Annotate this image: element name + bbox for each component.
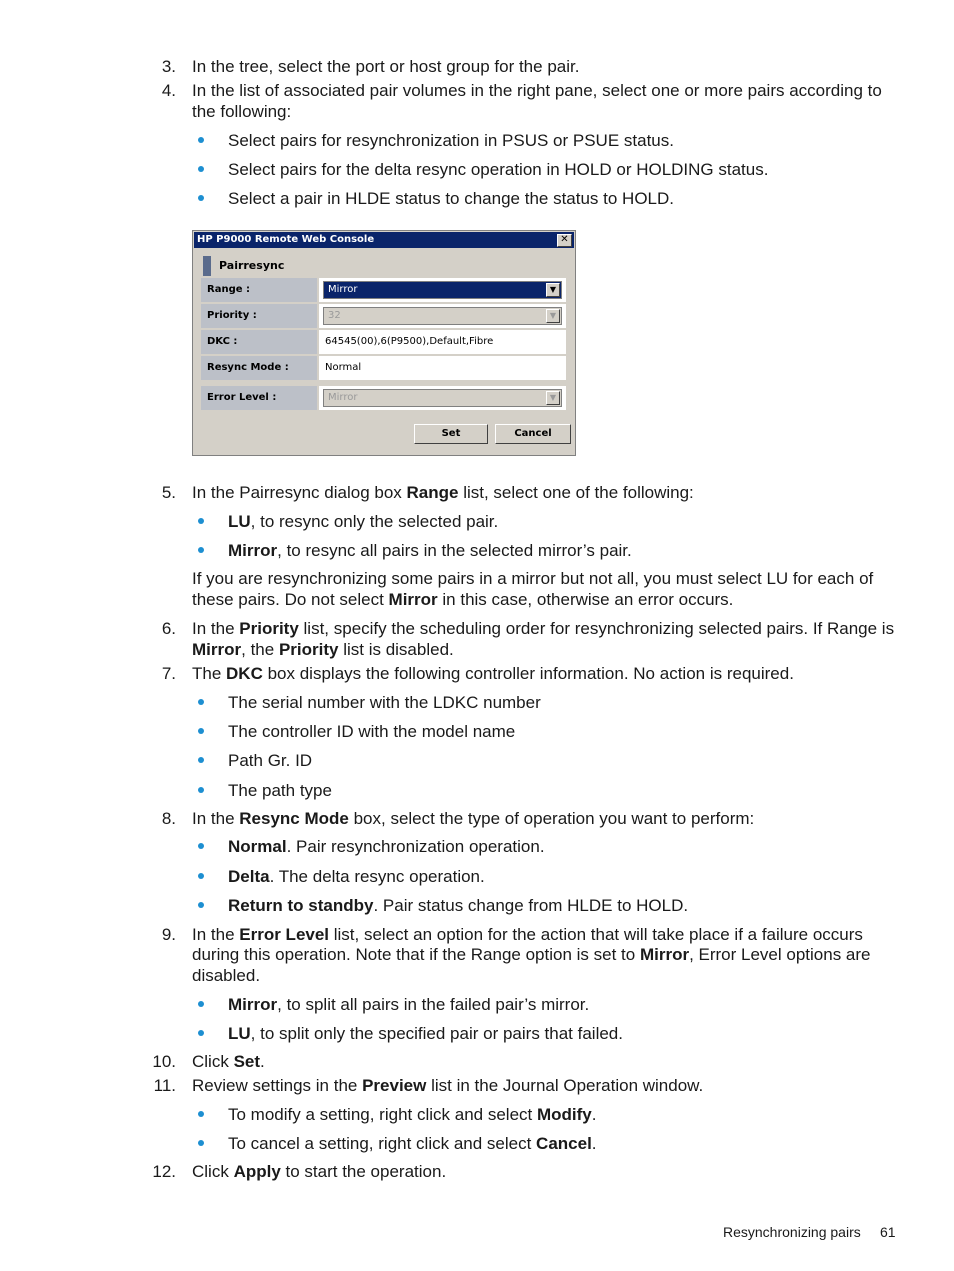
step-5-note-line2: these pairs. Do not select Mirror in this case, otherwise an error occurs. (192, 590, 734, 609)
step-9-line2: during this operation. Note that if the Range option is set to Mirror, Error Level options are (192, 945, 871, 964)
step-6-line2: Mirror, the Priority list is disabled. (192, 640, 454, 659)
bullet-dot (198, 547, 204, 553)
step-5-bullet-1: LU, to resync only the selected pair. (228, 512, 499, 531)
cancel-button[interactable]: Cancel (495, 424, 571, 444)
step-5-note-line1: If you are resynchronizing some pairs in a mirror but not all, you must select LU for each of (192, 569, 874, 588)
step-12-text: Click Apply to start the operation. (192, 1162, 447, 1181)
step-7-bullet-4: The path type (228, 781, 332, 800)
priority-select-value: 32 (328, 310, 341, 321)
range-select[interactable] (323, 281, 562, 299)
step-11-number: 11. (153, 1076, 176, 1095)
step-11-text: Review settings in the Preview list in the Journal Operation window. (192, 1076, 704, 1095)
step-9-bullet-2: LU, to split only the specified pair or pairs that failed. (228, 1024, 623, 1043)
bullet-dot (198, 1140, 204, 1146)
error-level-select[interactable] (323, 389, 562, 407)
step-10-text: Click Set. (192, 1052, 265, 1071)
dialog-titlebar (194, 232, 574, 248)
step-7-text: The DKC box displays the following controller information. No action is required. (192, 664, 794, 683)
bullet-dot (198, 843, 204, 849)
bullet-dot (198, 137, 204, 143)
dialog-section-title: Pairresync (219, 259, 285, 272)
bullet-dot (198, 195, 204, 201)
step-4-number: 4. (161, 81, 176, 100)
step-11-bullet-1: To modify a setting, right click and select Modify. (228, 1105, 597, 1124)
step-4-line2: the following: (192, 102, 292, 121)
dkc-label: DKC : (201, 330, 317, 354)
bullet-dot (198, 757, 204, 763)
section-marker (203, 256, 211, 276)
bullet-dot (198, 902, 204, 908)
resync-mode-label: Resync Mode : (201, 356, 317, 380)
bullet-dot (198, 728, 204, 734)
step-8-bullet-2: Delta. The delta resync operation. (228, 867, 485, 886)
step-11-bullet-2: To cancel a setting, right click and select Cancel. (228, 1134, 597, 1153)
step-9-bullet-1: Mirror, to split all pairs in the failed pair’s mirror. (228, 995, 590, 1014)
bullet-dot (198, 1001, 204, 1007)
step-7-number: 7. (161, 664, 176, 683)
bullet-dot (198, 1030, 204, 1036)
range-label: Range : (201, 278, 317, 302)
step-4-bullet-3: Select a pair in HLDE status to change the status to HOLD. (228, 189, 675, 208)
step-9-number: 9. (161, 925, 176, 944)
step-8-number: 8. (161, 809, 176, 828)
bullet-dot (198, 166, 204, 172)
resync-mode-value[interactable]: Normal (319, 356, 566, 380)
set-button[interactable]: Set (414, 424, 488, 444)
footer-section-title: Resynchronizing pairs (723, 1224, 861, 1240)
bullet-dot (198, 699, 204, 705)
bullet-dot (198, 1111, 204, 1117)
close-icon[interactable]: ✕ (557, 234, 572, 247)
step-8-bullet-1: Normal. Pair resynchronization operation. (228, 837, 545, 856)
error-level-label: Error Level : (201, 386, 317, 410)
step-9-line1: In the Error Level list, select an option for the action that will take place if a failure occurs (192, 925, 863, 944)
step-12-number: 12. (152, 1162, 176, 1181)
error-level-select-value: Mirror (328, 392, 358, 403)
step-9-line3: disabled. (192, 966, 261, 985)
step-3-text: In the tree, select the port or host group for the pair. (192, 57, 580, 76)
step-5-bullet-2: Mirror, to resync all pairs in the selected mirror’s pair. (228, 541, 632, 560)
step-10-number: 10. (152, 1052, 176, 1071)
step-7-bullet-3: Path Gr. ID (228, 751, 313, 770)
dkc-value: 64545(00),6(P9500),Default,Fibre (319, 330, 566, 354)
page-number: 61 (880, 1224, 896, 1240)
chevron-down-icon: ▼ (546, 391, 560, 405)
priority-label: Priority : (201, 304, 317, 328)
range-select-value: Mirror (328, 284, 358, 295)
step-5-text: In the Pairresync dialog box Range list, select one of the following: (192, 483, 694, 502)
step-5-number: 5. (161, 483, 176, 502)
bullet-dot (198, 873, 204, 879)
step-4-line1: In the list of associated pair volumes in the right pane, select one or more pairs according to (192, 81, 882, 100)
step-3-number: 3. (161, 57, 176, 76)
step-4-bullet-2: Select pairs for the delta resync operation in HOLD or HOLDING status. (228, 160, 769, 179)
priority-select[interactable] (323, 307, 562, 325)
bullet-dot (198, 787, 204, 793)
step-4-bullet-1: Select pairs for resynchronization in PSUS or PSUE status. (228, 131, 674, 150)
step-7-bullet-2: The controller ID with the model name (228, 722, 516, 741)
chevron-down-icon[interactable]: ▼ (546, 283, 560, 297)
step-6-line1: In the Priority list, specify the scheduling order for resynchronizing selected pairs. If Range is (192, 619, 895, 638)
pairresync-dialog (192, 230, 576, 456)
chevron-down-icon: ▼ (546, 309, 560, 323)
step-7-bullet-1: The serial number with the LDKC number (228, 693, 541, 712)
step-8-bullet-3: Return to standby. Pair status change from HLDE to HOLD. (228, 896, 689, 915)
step-8-text: In the Resync Mode box, select the type of operation you want to perform: (192, 809, 755, 828)
dialog-title: HP P9000 Remote Web Console (197, 234, 375, 245)
bullet-dot (198, 518, 204, 524)
step-6-number: 6. (161, 619, 176, 638)
